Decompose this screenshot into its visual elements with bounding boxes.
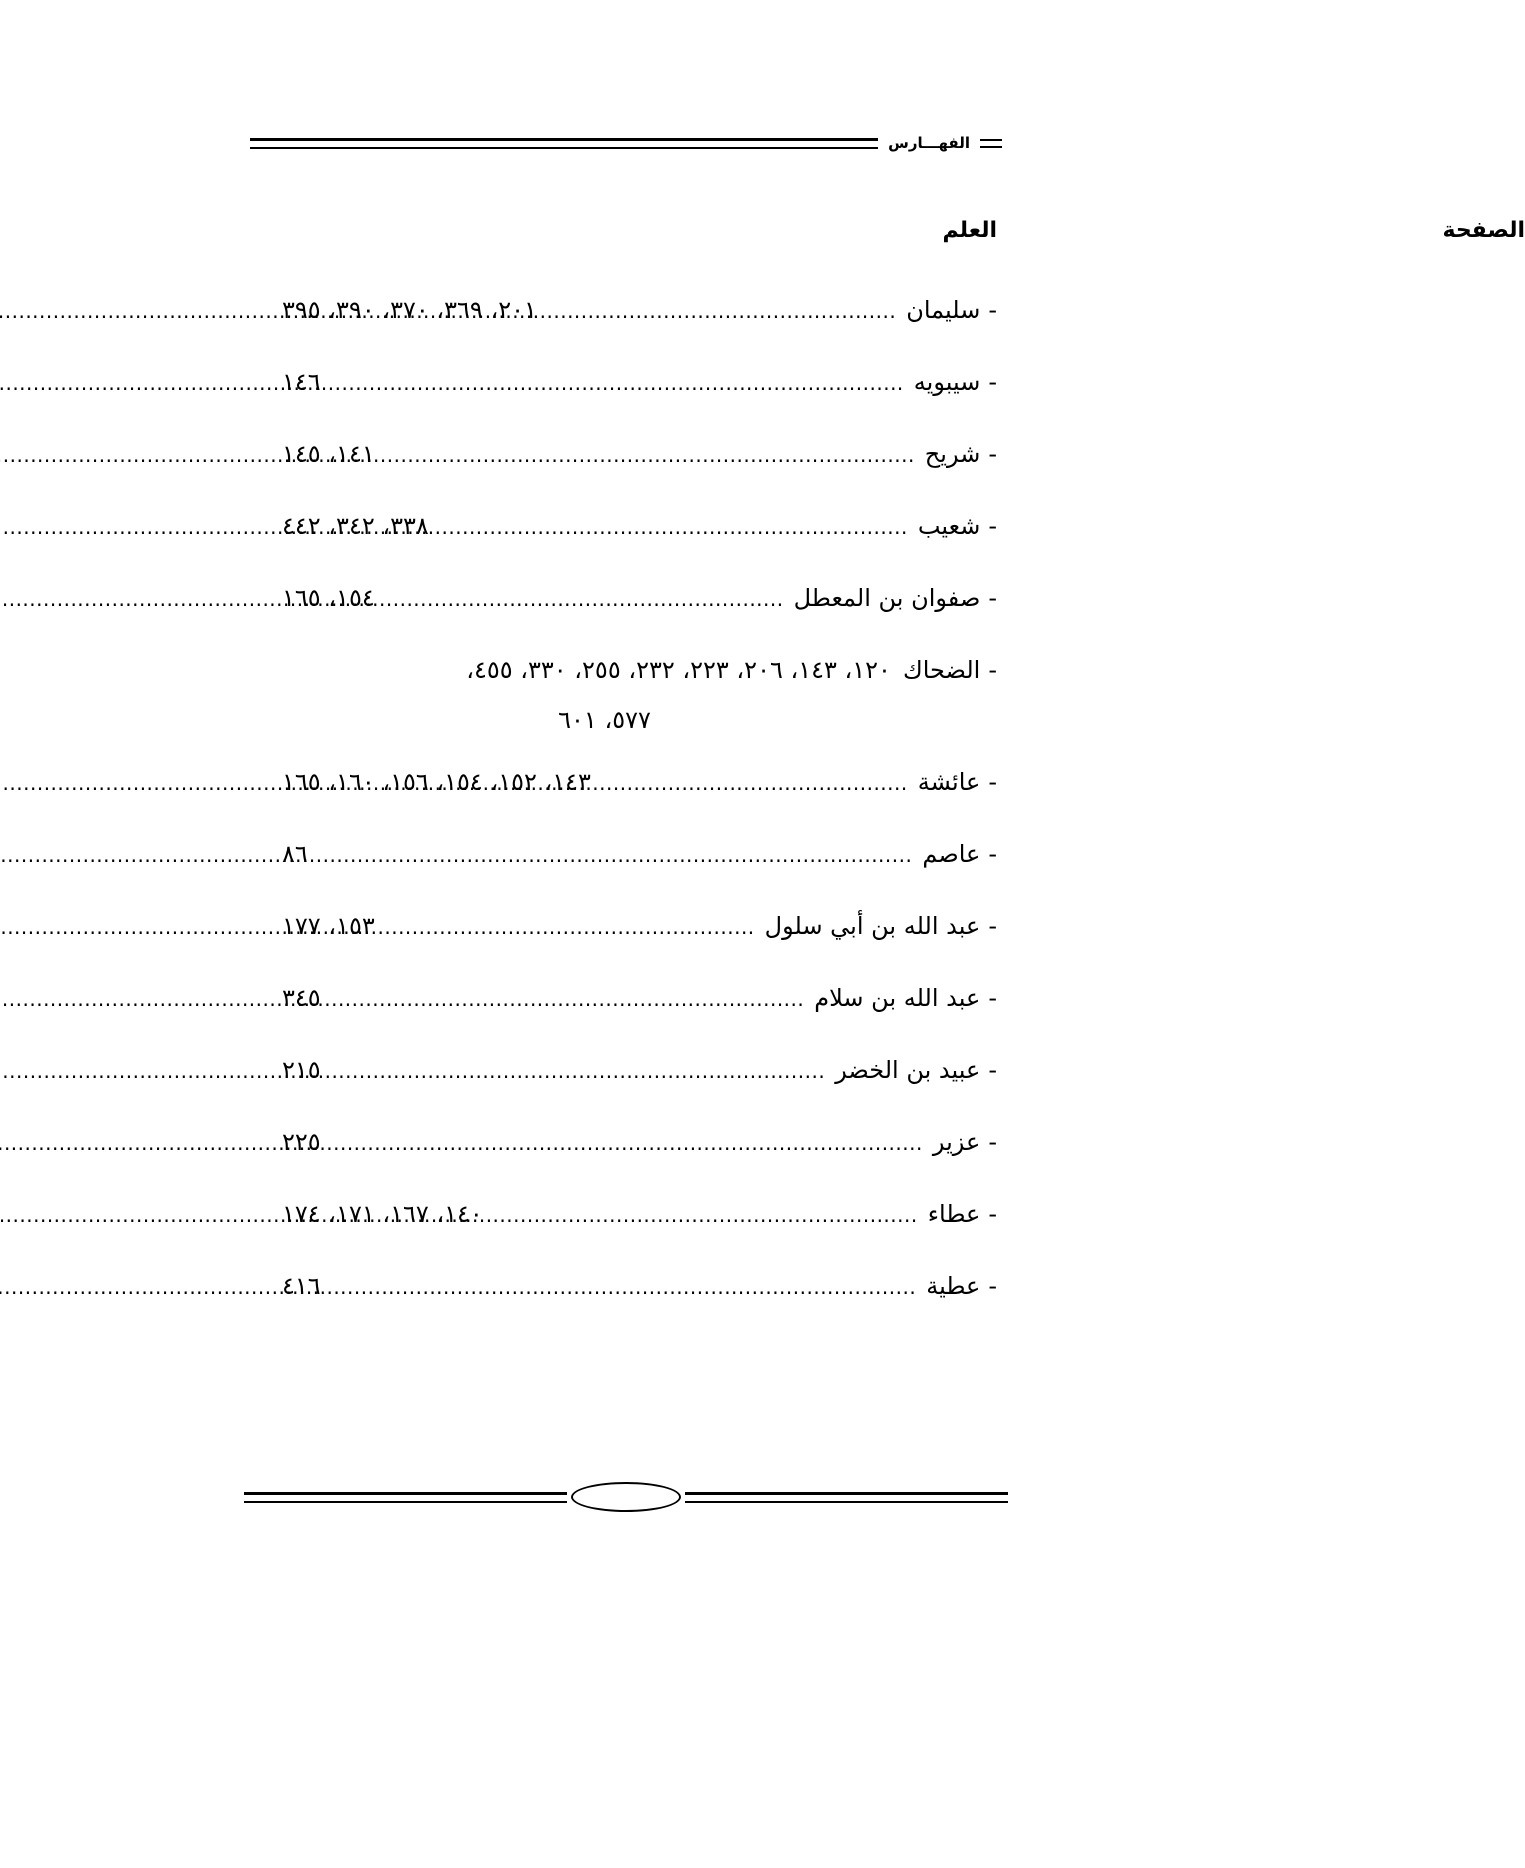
index-entries bbox=[282, 296, 997, 1344]
index-entry bbox=[282, 1272, 997, 1344]
entry-pages: ٢١٥ bbox=[282, 1056, 321, 1084]
running-header bbox=[250, 130, 1002, 156]
index-entry bbox=[282, 368, 997, 440]
entry-dash: - bbox=[988, 656, 997, 684]
index-entry bbox=[282, 1128, 997, 1200]
dot-leader bbox=[337, 987, 805, 1011]
header-title: الفهـــارس bbox=[888, 134, 970, 152]
entry-dash: - bbox=[988, 512, 997, 540]
entry-name: عبيد بن الخضر bbox=[835, 1056, 981, 1084]
index-entry bbox=[282, 512, 997, 584]
entry-dash: - bbox=[988, 1128, 997, 1156]
entry-name: عطاء bbox=[927, 1200, 981, 1228]
entry-dash: - bbox=[988, 1056, 997, 1084]
entry-dash: - bbox=[988, 840, 997, 868]
footer-rule-right bbox=[685, 1492, 1008, 1503]
index-entry bbox=[282, 768, 997, 840]
index-entry bbox=[282, 656, 997, 706]
index-entry bbox=[282, 1200, 997, 1272]
dot-leader bbox=[391, 915, 755, 939]
index-entry bbox=[282, 840, 997, 912]
entry-name: عاصم bbox=[922, 840, 981, 868]
header-rule-long bbox=[250, 138, 878, 149]
footer-rule-left bbox=[244, 1492, 567, 1503]
dot-leader bbox=[324, 843, 913, 867]
entry-name: سيبويه bbox=[913, 368, 981, 396]
entry-dash: - bbox=[988, 584, 997, 612]
dot-leader bbox=[337, 371, 904, 395]
entry-pages: ١٤١، ١٤٥ bbox=[282, 440, 375, 468]
dot-leader bbox=[607, 771, 908, 795]
page-number-oval bbox=[571, 1482, 681, 1512]
entry-name: عزير bbox=[932, 1128, 981, 1156]
entry-pages: ١٤٦ bbox=[282, 368, 321, 396]
dot-leader bbox=[445, 515, 908, 539]
index-entry bbox=[282, 584, 997, 656]
entry-dash: - bbox=[988, 440, 997, 468]
index-entry bbox=[282, 440, 997, 512]
index-entry bbox=[282, 912, 997, 984]
entry-pages: ٨٦ bbox=[282, 840, 308, 868]
index-entry bbox=[282, 1056, 997, 1128]
dot-leader bbox=[499, 1203, 918, 1227]
entry-pages-continuation: ٥٧٧، ٦٠١ bbox=[558, 706, 651, 734]
entry-dash: - bbox=[988, 296, 997, 324]
entry-name: عطية bbox=[926, 1272, 981, 1300]
entry-dash: - bbox=[988, 368, 997, 396]
entry-name: سليمان bbox=[906, 296, 981, 324]
index-entry bbox=[282, 296, 997, 368]
entry-dash: - bbox=[988, 912, 997, 940]
column-heading-page: الصفحة bbox=[1442, 218, 1525, 243]
dot-leader bbox=[391, 443, 915, 467]
entry-name: صفوان بن المعطل bbox=[793, 584, 981, 612]
entry-name: شعيب bbox=[917, 512, 981, 540]
entry-dash: - bbox=[988, 1272, 997, 1300]
entry-name: عبد الله بن سلام bbox=[814, 984, 981, 1012]
dot-leader bbox=[391, 587, 784, 611]
entry-pages: ٣٣٨، ٣٤٢، ٤٤٢ bbox=[282, 512, 429, 540]
header-rule-short bbox=[980, 139, 1002, 148]
dot-leader bbox=[337, 1275, 917, 1299]
dot-leader bbox=[553, 299, 896, 323]
entry-dash: - bbox=[988, 1200, 997, 1228]
entry-name: شريح bbox=[924, 440, 981, 468]
entry-dash: - bbox=[988, 984, 997, 1012]
entry-pages: ١٥٤، ١٦٥ bbox=[282, 584, 375, 612]
dot-leader bbox=[337, 1059, 826, 1083]
column-heading-name: العلم bbox=[942, 218, 997, 243]
entry-pages: ٢٢٥ bbox=[282, 1128, 321, 1156]
entry-pages: ٢٠١، ٣٦٩، ٣٧٠، ٣٩٠، ٣٩٥ bbox=[282, 296, 537, 324]
entry-pages: ٣٤٥ bbox=[282, 984, 321, 1012]
index-entry bbox=[282, 984, 997, 1056]
entry-pages: ١٢٠، ١٤٣، ٢٠٦، ٢٢٣، ٢٣٢، ٢٥٥، ٣٣٠، ٤٥٥، bbox=[466, 656, 891, 684]
entry-pages: ١٥٣، ١٧٧ bbox=[282, 912, 375, 940]
entry-name: عائشة bbox=[917, 768, 981, 796]
entry-dash: - bbox=[988, 768, 997, 796]
entry-pages: ١٤٠، ١٦٧، ١٧١، ١٧٤ bbox=[282, 1200, 483, 1228]
entry-name: الضحاك bbox=[902, 656, 981, 684]
page-footer bbox=[244, 1480, 1008, 1514]
entry-pages: ٤١٦ bbox=[282, 1272, 321, 1300]
entry-pages: ١٤٣، ١٥٢، ١٥٤، ١٥٦، ١٦٠، ١٦٥ bbox=[282, 768, 591, 796]
entry-name: عبد الله بن أبي سلول bbox=[764, 912, 981, 940]
dot-leader bbox=[337, 1131, 923, 1155]
